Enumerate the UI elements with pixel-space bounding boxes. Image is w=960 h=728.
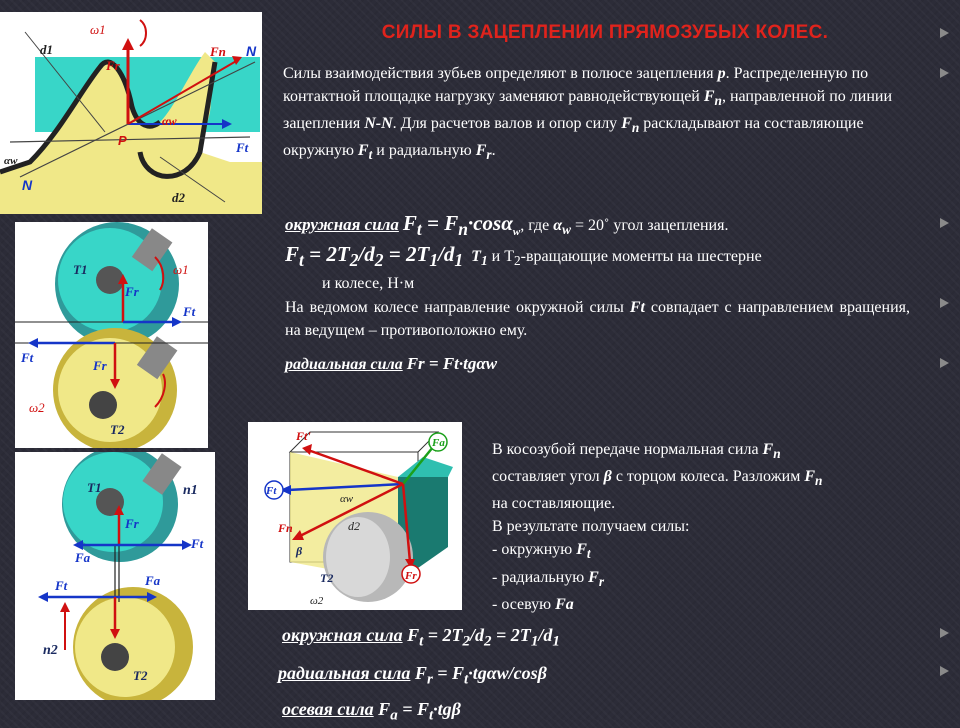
fig4-d2-label: d2 (348, 519, 360, 533)
spur-ft-formula: $F_t = 2T_2/d_2 = 2T_1/d_1$ $T_1$ и $T_2$-вращающие моменты на шестерне (285, 242, 762, 271)
fig2-fr-bottom-label: Fr (93, 358, 107, 373)
helical-description: В косозубой передаче нормальная сила $F_n$ составляет угол β с торцом колеса. Разложим $F_n$ на составляющие. В результате получаем силы: - окружную $F_t$ - радиальную $F_r$ - осевую Fa (492, 441, 823, 613)
fig2-ft-left-label: Ft (21, 350, 34, 365)
figure-helical-pair (15, 452, 215, 700)
fig1-fr-label: Fr (106, 58, 120, 73)
fig3-t1-label: T1 (87, 480, 102, 495)
spur-direction-text: На ведомом колесе направление окружной силы Ft совпадает с направлением вращения, на ведущем – противоположно ему. (285, 299, 910, 339)
fig3-fa-top-label: Fa (75, 550, 91, 565)
fig4-aw-label: αw (340, 493, 354, 505)
fig4-ftp-label: Ft' (296, 429, 311, 443)
figure-tooth-mesh (0, 12, 262, 214)
fig2-t2-label: T2 (110, 422, 125, 437)
fig3-n1-label: n1 (183, 483, 198, 498)
spur-radial-force: радиальная сила Fr = Ft·tgαw (285, 354, 498, 373)
fig3-t2-label: T2 (133, 668, 148, 683)
fig1-omega-label: ω1 (90, 22, 106, 37)
spur-moments-line2: и колесе, Н·м (322, 275, 415, 292)
fig4-ft-label: Ft (266, 485, 277, 497)
spur-circ-force: окружная сила $F_t = F_n\cdot\cos\alpha_w$, где $\alpha_w$ = 20˚ угол зацепления. (285, 211, 729, 240)
fig2-t1-label: T1 (73, 262, 88, 277)
fig1-aw-label: αw (162, 114, 177, 128)
figure-spur-pair (15, 222, 208, 448)
fig1-p-label: P (118, 133, 127, 148)
fig4-fn-label: Fn (278, 521, 293, 535)
fig1-d2-label: d2 (172, 190, 185, 205)
fig1-aw-left-label: αw (4, 155, 18, 167)
fig4-t2-label: T2 (320, 571, 334, 585)
bottom-radial-force: радиальная сила $F_r = F_t\cdot tg\alpha w/\cos\beta$ (278, 663, 547, 688)
fig2-ft-right-label: Ft (183, 304, 196, 319)
fig1-n-top-label: N (246, 43, 257, 59)
bullet-arrow-icon (940, 28, 949, 38)
fig4-fa-label: Fa (432, 437, 445, 449)
bottom-axial-force: осевая сила $F_a = F_t\cdot tg\beta$ (282, 699, 461, 724)
fig1-fn-label: Fn (210, 44, 226, 59)
fig1-n-bottom-label: N (22, 177, 33, 193)
fig2-fr-top-label: Fr (125, 284, 139, 299)
fig3-fr-label: Fr (125, 516, 139, 531)
intro-paragraph: Силы взаимодействия зубьев определяют в полюсе зацепления p. Распределенную по контактной площадке нагрузку заменяют равнодействующей $F_n$, направленной по линии зацепления N-N. Для расчетов валов и опор силу $F_n$ раскладывают на составляющие окружную $F_t$ и радиальную $F_r$. (283, 65, 892, 163)
bullet-arrow-icon (940, 628, 949, 638)
figure-force-decomposition (248, 422, 462, 610)
fig2-omega1-label: ω1 (173, 262, 189, 277)
bullet-arrow-icon (940, 666, 949, 676)
slide-title: СИЛЫ В ЗАЦЕПЛЕНИИ ПРЯМОЗУБЫХ КОЛЕС. (381, 22, 829, 43)
bullet-arrow-icon (940, 298, 949, 308)
bullet-arrow-icon (940, 358, 949, 368)
fig3-ft-left-label: Ft (55, 578, 68, 593)
fig3-fa-bottom-label: Fa (145, 573, 161, 588)
bottom-circ-force: окружная сила $F_t = 2T_2/d_2 = 2T_1/d_1$ (282, 625, 560, 650)
fig1-d1-label: d1 (40, 42, 53, 57)
fig4-fr-label: Fr (405, 570, 417, 582)
bullet-arrow-icon (940, 68, 949, 78)
fig2-omega2-label: ω2 (29, 400, 45, 415)
fig3-n2-label: n2 (43, 643, 58, 658)
fig4-beta-label: β (296, 544, 303, 558)
fig3-ft-right-label: Ft (191, 536, 204, 551)
fig4-omega2-label: ω2 (310, 595, 324, 607)
bullet-arrow-icon (940, 218, 949, 228)
fig1-ft-label: Ft (236, 140, 249, 155)
